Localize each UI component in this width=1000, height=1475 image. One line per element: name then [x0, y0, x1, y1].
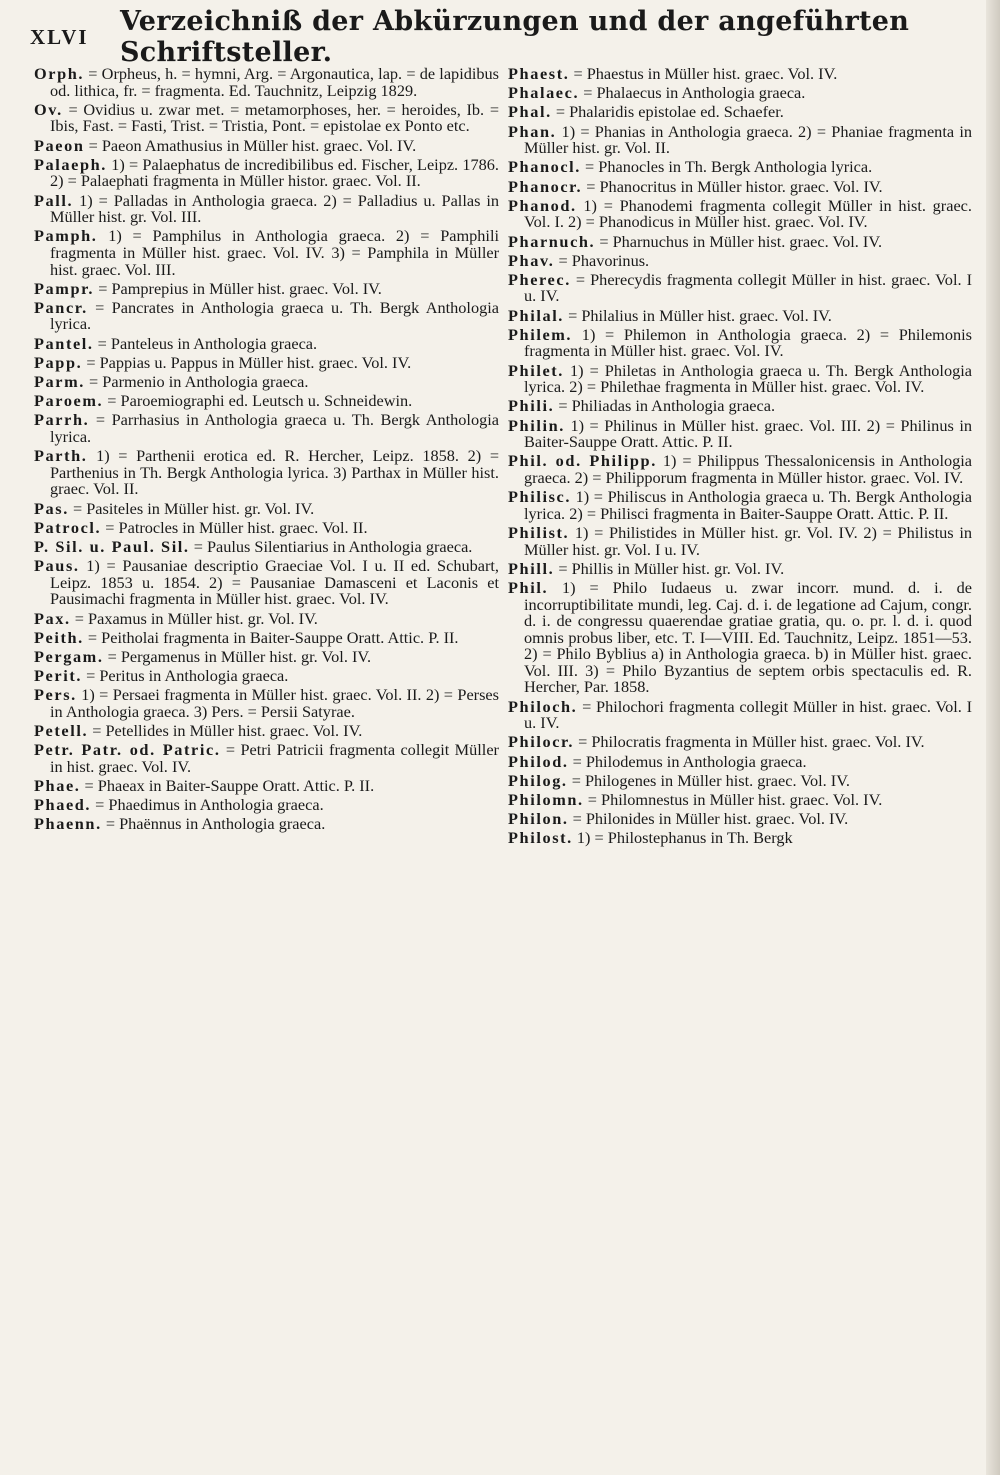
- abbreviation-entry: [34, 723, 499, 740]
- abbreviation-entry: [34, 448, 499, 498]
- entry-abbreviation: Phill.: [508, 558, 555, 578]
- entry-definition: = Ovidius u. zwar met. = metamorphoses, her. = heroides, Ib. = Ibis, Fast. = Fasti, Trist. = Tristia, Pont. = epistolae ex Ponto etc.: [50, 99, 500, 136]
- abbreviation-entry: [34, 498, 499, 518]
- entry-abbreviation: P. Sil. u. Paul. Sil.: [34, 536, 190, 556]
- entry-abbreviation: Petell.: [34, 721, 89, 741]
- entry-abbreviation: Pers.: [34, 685, 77, 705]
- entry-definition: = Phalaridis epistolae ed. Schaefer.: [555, 102, 784, 122]
- abbreviation-entry: [34, 393, 499, 410]
- entry-definition: 1) = Pausaniae descriptio Graeciae Vol. I u. II ed. Schubart, Leipz. 1853 u. 1854. 2) = Pausaniae Damasceni et Laconis et Pausimachi fragmenta in Müller hist. graec. Vol. IV.: [50, 556, 500, 609]
- entry-abbreviation: Paeon: [34, 135, 85, 155]
- entry-definition: 1) = Philetas in Anthologia graeca u. Th. Bergk Anthologia lyrica. 2) = Philethae fragmenta in Müller hist. graec. Vol. IV.: [524, 360, 972, 397]
- entry-definition: 1) = Philippus Thessalonicensis in Anthologia graeca. 2) = Philipporum fragmenta in Müller histor. graec. Vol. IV.: [524, 451, 972, 487]
- abbreviation-entry: [34, 333, 499, 353]
- entry-abbreviation: Parrh.: [34, 410, 90, 430]
- entry-definition: = Paxamus in Müller hist. gr. Vol. IV.: [74, 608, 318, 628]
- entry-definition: 1) = Phanias in Anthologia graeca. 2) = Phaniae fragmenta in Müller hist. gr. Vol. II.: [524, 121, 972, 158]
- entry-definition: = Parrhasius in Anthologia graeca u. Th. Bergk Anthologia lyrica.: [50, 410, 499, 446]
- entry-definition: 1) = Phanodemi fragmenta collegit Müller in hist. graec. Vol. I. 2) = Phanodicus in Müller hist. graec. Vol. IV.: [524, 195, 972, 232]
- entry-definition: = Phavorinus.: [558, 250, 650, 270]
- entry-abbreviation: Philem.: [508, 324, 573, 344]
- entry-abbreviation: Philist.: [508, 522, 570, 542]
- abbreviation-entry: [34, 668, 499, 685]
- abbreviation-entry: [34, 297, 499, 334]
- entry-definition: = Phaedimus in Anthologia graeca.: [95, 795, 324, 815]
- entry-abbreviation: Philog.: [508, 770, 568, 790]
- entry-definition: 1) = Pamphilus in Anthologia graeca. 2) = Pamphili fragmenta in Müller hist. graec. Vol. IV. 3) = Pamphila in Müller hist. graec. Vol. III.: [50, 226, 499, 279]
- entry-abbreviation: Phan.: [508, 121, 557, 141]
- entry-abbreviation: Philoch.: [508, 696, 578, 716]
- entry-definition: 1) = Philo Iudaeus u. zwar incorr. mund. d. i. de incorruptibilitate mundi, leg. Caj. d. i. de legatione ad Cajum, congr. d. i. de congressu quaerendae gratiae gratia, qu. o. pr. l. d. i. quod omnis probus liber, etc. T. I—VIII. Ed. Tauchnitz, Leipz. 1851—53. 2) = Philo Byblius a) in Anthologia graeca. b) in Müller hist. graec. Vol. III. 3) = Philo Byzantius de septem orbis spectaculis ed. R. Hercher, Par. 1858.: [524, 577, 972, 697]
- entry-abbreviation: Patrocl.: [34, 517, 102, 537]
- abbreviation-entry: [508, 453, 972, 486]
- entry-definition: = Pherecydis fragmenta collegit Müller in hist. graec. Vol. I u. IV.: [524, 269, 972, 306]
- abbreviation-entry: [508, 830, 972, 847]
- abbreviation-entry: [508, 85, 972, 102]
- entry-definition: = Petri Patricii fragmenta collegit Müller in hist. graec. Vol. IV.: [50, 740, 499, 776]
- abbreviation-entry: [34, 190, 499, 227]
- abbreviation-entry: [508, 305, 972, 325]
- abbreviation-entry: [34, 742, 499, 775]
- entry-abbreviation: Philost.: [508, 828, 573, 848]
- abbreviation-entry: [34, 99, 500, 136]
- abbreviation-entry: [508, 811, 972, 828]
- abbreviation-entry: [34, 816, 499, 833]
- abbreviation-entry: [34, 66, 499, 99]
- entry-definition: 1) = Palaephatus de incredibilibus ed. Fischer, Leipz. 1786. 2) = Palaephati fragmenta in Müller histor. graec. Vol. II.: [50, 154, 499, 191]
- page-number: XLVI: [30, 24, 89, 49]
- entry-definition: = Pamprepius in Müller hist. graec. Vol. IV.: [98, 278, 382, 298]
- right-column: [508, 66, 972, 850]
- entry-definition: = Peitholai fragmenta in Baiter-Sauppe Oratt. Attic. P. II.: [87, 627, 459, 647]
- entry-definition: 1) = Philostephanus in Th. Bergk: [576, 828, 793, 848]
- entry-definition: = Philochori fragmenta collegit Müller in hist. graec. Vol. I u. IV.: [524, 696, 972, 733]
- entry-abbreviation: Philin.: [508, 415, 565, 435]
- entry-abbreviation: Phili.: [508, 396, 555, 416]
- left-column: [34, 66, 499, 836]
- abbreviation-entry: [34, 374, 499, 391]
- entry-abbreviation: Perit.: [34, 666, 83, 686]
- entry-definition: = Philodemus in Anthologia graeca.: [572, 751, 807, 771]
- abbreviation-entry: [34, 278, 499, 298]
- abbreviation-entry: [508, 751, 972, 771]
- entry-abbreviation: Phaed.: [34, 795, 92, 815]
- abbreviation-entry: [508, 398, 972, 415]
- entry-definition: = Philocratis fragmenta in Müller hist. graec. Vol. IV.: [578, 732, 925, 752]
- abbreviation-entry: [508, 734, 972, 751]
- abbreviation-entry: [34, 135, 499, 155]
- entry-abbreviation: Phae.: [34, 776, 81, 795]
- entry-definition: = Phillis in Müller hist. gr. Vol. IV.: [558, 558, 785, 578]
- page-header: [30, 6, 970, 68]
- entry-definition: = Philonides in Müller hist. graec. Vol. IV.: [572, 809, 849, 829]
- entry-abbreviation: Phaenn.: [34, 814, 102, 834]
- entry-definition: 1) = Parthenii erotica ed. R. Hercher, Leipz. 1858. 2) = Parthenius in Th. Bergk Anthologia lyrica. 3) Parthax in Müller hist. graec. Vol. II.: [50, 446, 499, 499]
- entry-definition: = Paroemiographi ed. Leutsch u. Schneidewin.: [107, 391, 413, 411]
- abbreviation-entry: [34, 536, 499, 556]
- entry-abbreviation: Phanocr.: [508, 176, 583, 196]
- entry-abbreviation: Palaeph.: [34, 154, 107, 174]
- entry-definition: = Patrocles in Müller hist. graec. Vol. II.: [105, 517, 368, 537]
- entry-definition: = Peritus in Anthologia graeca.: [86, 666, 289, 686]
- entry-abbreviation: Pergam.: [34, 646, 104, 666]
- entry-abbreviation: Paus.: [34, 556, 80, 576]
- abbreviation-entry: [34, 646, 499, 666]
- entry-abbreviation: Papp.: [34, 352, 83, 372]
- entry-abbreviation: Ov.: [34, 99, 63, 119]
- entry-abbreviation: Philocr.: [508, 732, 575, 752]
- entry-definition: 1) = Philemon in Anthologia graeca. 2) = Philemonis fragmenta in Müller hist. graec. Vol. IV.: [524, 324, 972, 361]
- entry-definition: 1) = Palladas in Anthologia graeca. 2) = Palladius u. Pallas in Müller hist. gr. Vol. III.: [50, 190, 499, 227]
- abbreviation-entry: [508, 577, 972, 697]
- entry-definition: 1) = Philinus in Müller hist. graec. Vol. III. 2) = Philinus in Baiter-Sauppe Oratt. Attic. P. II.: [524, 415, 972, 452]
- entry-definition: = Pharnuchus in Müller hist. graec. Vol. IV.: [599, 231, 883, 251]
- abbreviation-entry: [508, 176, 972, 196]
- entry-definition: = Philiadas in Anthologia graeca.: [558, 396, 776, 416]
- entry-definition: = Philogenes in Müller hist. graec. Vol. IV.: [571, 770, 850, 790]
- entry-definition: = Paulus Silentiarius in Anthologia graeca.: [193, 536, 473, 556]
- entry-abbreviation: Phalaec.: [508, 83, 580, 103]
- entry-definition: = Panteleus in Anthologia graeca.: [97, 333, 318, 353]
- abbreviation-entry: [508, 696, 972, 733]
- entry-definition: 1) = Philistides in Müller hist. gr. Vol. IV. 2) = Philistus in Müller hist. gr. Vol. I u. IV.: [524, 522, 972, 559]
- entry-abbreviation: Philet.: [508, 360, 564, 380]
- entry-abbreviation: Pampr.: [34, 278, 95, 298]
- abbreviation-entry: [34, 778, 499, 795]
- entry-abbreviation: Phil.: [508, 577, 549, 597]
- abbreviation-entry: [508, 250, 972, 270]
- entry-definition: 1) = Persaei fragmenta in Müller hist. graec. Vol. II. 2) = Perses in Anthologia graeca. 3) Pers. = Persii Satyrae.: [50, 685, 499, 721]
- abbreviation-entry: [34, 608, 499, 628]
- abbreviation-entry: [508, 415, 972, 452]
- abbreviation-entry: [34, 627, 499, 647]
- entry-definition: = Pancrates in Anthologia graeca u. Th. Bergk Anthologia lyrica.: [50, 297, 499, 334]
- abbreviation-entry: [508, 792, 972, 809]
- abbreviation-entry: [508, 66, 972, 83]
- abbreviation-entry: [34, 412, 499, 445]
- page-title: Verzeichniß der Abkürzungen und der angeführten Schriftsteller.: [120, 6, 910, 68]
- entry-definition: = Paeon Amathusius in Müller hist. graec. Vol. IV.: [88, 135, 417, 155]
- abbreviation-entry: [508, 195, 972, 232]
- entry-abbreviation: Pas.: [34, 498, 69, 518]
- abbreviation-entry: [508, 489, 972, 522]
- entry-abbreviation: Pantel.: [34, 333, 94, 353]
- entry-abbreviation: Pax.: [34, 608, 71, 628]
- entry-definition: 1) = Philiscus in Anthologia graeca u. Th. Bergk Anthologia lyrica. 2) = Philisci fragmenta in Baiter-Sauppe Oratt. Attic. P. II.: [524, 487, 972, 523]
- entry-abbreviation: Orph.: [34, 64, 85, 83]
- abbreviation-entry: [508, 231, 972, 251]
- entry-abbreviation: Peith.: [34, 627, 84, 647]
- abbreviation-entry: [508, 269, 972, 306]
- abbreviation-entry: [508, 770, 972, 790]
- entry-abbreviation: Phav.: [508, 250, 555, 270]
- entry-abbreviation: Pall.: [34, 190, 74, 210]
- entry-abbreviation: Philisc.: [508, 487, 572, 507]
- abbreviation-entry: [34, 687, 499, 720]
- entry-abbreviation: Parth.: [34, 446, 88, 466]
- entry-definition: = Phanocritus in Müller histor. graec. Vol. IV.: [586, 176, 883, 196]
- abbreviation-entry: [508, 104, 972, 121]
- abbreviation-entry: [34, 352, 499, 372]
- entry-abbreviation: Philal.: [508, 305, 564, 325]
- entry-definition: = Phaestus in Müller hist. graec. Vol. IV.: [573, 64, 838, 83]
- abbreviation-entry: [508, 121, 972, 158]
- entry-abbreviation: Philomn.: [508, 790, 584, 809]
- abbreviation-entry: [34, 558, 499, 608]
- entry-abbreviation: Pherec.: [508, 269, 571, 289]
- abbreviation-entry: [508, 360, 972, 397]
- entry-abbreviation: Philod.: [508, 751, 569, 771]
- entry-abbreviation: Phal.: [508, 102, 552, 122]
- entry-abbreviation: Phanocl.: [508, 157, 581, 177]
- entry-abbreviation: Petr. Patr. od. Patric.: [34, 740, 221, 760]
- entry-abbreviation: Parm.: [34, 372, 85, 392]
- entry-definition: = Phanocles in Th. Bergk Anthologia lyrica.: [585, 157, 873, 177]
- entry-definition: = Pergamenus in Müller hist. gr. Vol. IV.: [107, 646, 372, 666]
- abbreviation-entry: [508, 324, 972, 361]
- page-edge: [986, 0, 1000, 1475]
- abbreviation-entry: [508, 558, 972, 578]
- entry-definition: = Pappias u. Pappus in Müller hist. graec. Vol. IV.: [86, 352, 412, 372]
- entry-definition: = Pasiteles in Müller hist. gr. Vol. IV.: [72, 498, 315, 518]
- entry-abbreviation: Paroem.: [34, 391, 104, 411]
- entry-definition: = Orpheus, h. = hymni, Arg. = Argonautica, lap. = de lapidibus od. lithica, fr. = fragmenta. Ed. Tauchnitz, Leipzig 1829.: [50, 64, 499, 100]
- abbreviation-entry: [34, 154, 499, 191]
- abbreviation-entry: [34, 517, 499, 537]
- abbreviation-entry: [34, 228, 499, 278]
- entry-abbreviation: Philon.: [508, 809, 569, 829]
- entry-definition: = Phalaecus in Anthologia graeca.: [583, 83, 806, 103]
- entry-definition: = Phaënnus in Anthologia graeca.: [105, 814, 326, 834]
- entry-abbreviation: Phil. od. Philipp.: [508, 451, 657, 471]
- entry-definition: = Phaeax in Baiter-Sauppe Oratt. Attic. P. II.: [84, 776, 375, 795]
- entry-definition: = Parmenio in Anthologia graeca.: [89, 372, 309, 392]
- abbreviation-entry: [34, 797, 499, 814]
- abbreviation-entry: [508, 522, 972, 559]
- entry-definition: = Petellides in Müller hist. graec. Vol. IV.: [92, 721, 363, 741]
- entry-abbreviation: Phanod.: [508, 195, 577, 215]
- entry-abbreviation: Phaest.: [508, 64, 570, 83]
- entry-abbreviation: Pharnuch.: [508, 231, 596, 251]
- abbreviation-entry: [508, 159, 972, 176]
- entry-abbreviation: Pancr.: [34, 297, 88, 317]
- entry-definition: = Philalius in Müller hist. graec. Vol. IV.: [568, 305, 832, 325]
- entry-abbreviation: Pamph.: [34, 226, 98, 246]
- entry-definition: = Philomnestus in Müller hist. graec. Vol. IV.: [587, 790, 883, 809]
